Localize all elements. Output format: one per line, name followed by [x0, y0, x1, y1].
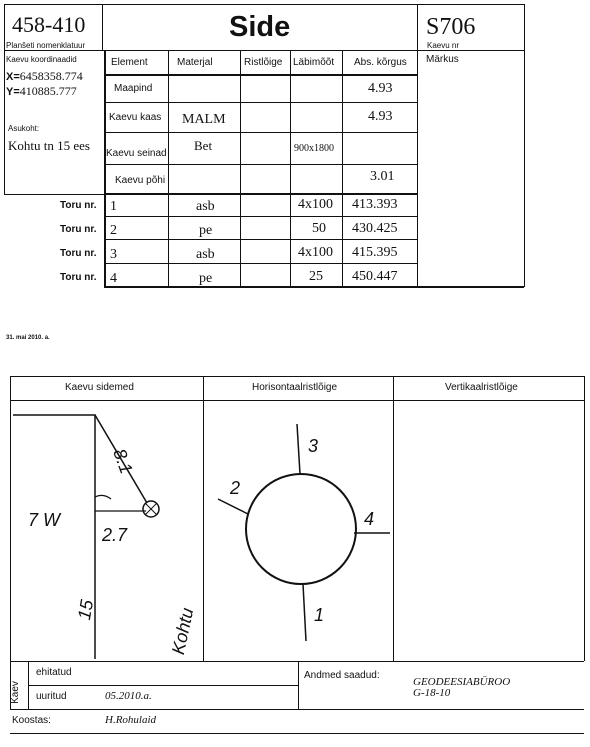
- pipe-label-4: Toru nr.: [60, 272, 97, 283]
- page-title: Side: [229, 11, 291, 43]
- data-from-code: G-18-10: [413, 687, 451, 699]
- pipe-4-height: 450.447: [352, 269, 398, 284]
- pipe-3-material: asb: [196, 247, 215, 262]
- table-row-bottom-label: Kaevu põhi: [115, 175, 166, 186]
- x-value: 6458358.774: [19, 69, 83, 83]
- pipe-2-diameter: 50: [312, 221, 326, 236]
- horizontal-cross-section: [204, 401, 393, 661]
- y-value: 410885.777: [19, 84, 77, 98]
- surveyed-value: 05.2010.a.: [105, 690, 152, 702]
- coords-caption: Kaevu koordinaadid: [6, 55, 77, 64]
- sketch-header-connections: Kaevu sidemed: [65, 382, 134, 393]
- built-label: ehitatud: [36, 667, 72, 678]
- annotation-pipe-4: 4: [364, 509, 375, 529]
- annotation-pipe-3: 3: [308, 436, 319, 456]
- table-row-cover-material: MALM: [182, 112, 226, 127]
- pipe-1-number: 1: [110, 199, 117, 214]
- table-row-cover-height: 4.93: [368, 109, 393, 124]
- sketch-header-horizontal: Horisontaalristlõige: [252, 382, 338, 393]
- annotation-pipe-2: 2: [230, 478, 241, 498]
- table-row-ground-label: Maapind: [114, 83, 153, 94]
- pipe-2-material: pe: [199, 223, 213, 238]
- table-row-walls-material: Bet: [194, 138, 213, 153]
- annotation-offset: 2.7: [102, 525, 128, 545]
- pipe-label-1: Toru nr.: [60, 200, 97, 211]
- header-abs-height: Abs. kõrgus: [354, 57, 407, 68]
- pipe-label-3: Toru nr.: [60, 248, 97, 259]
- pipe-4-diameter: 25: [309, 269, 323, 284]
- compiled-value: H.Rohulaid: [105, 714, 157, 726]
- pipe-1-diameter: 4x100: [298, 197, 333, 212]
- table-row-bottom-height: 3.01: [370, 169, 395, 184]
- header-cross-section: Ristlõige: [244, 57, 283, 68]
- pipe-2-number: 2: [110, 223, 117, 238]
- compiled-label: Koostas:: [12, 715, 51, 726]
- pipe-3-number: 3: [110, 247, 117, 262]
- table-row-cover-label: Kaevu kaas: [109, 112, 162, 123]
- pipe-2-height: 430.425: [352, 221, 398, 236]
- kaev-label: Kaev: [9, 681, 21, 704]
- x-label: X=: [6, 71, 20, 83]
- data-from-value: GEODEESIABÜROO: [413, 676, 511, 688]
- sketch-header-vertical: Vertikaalristlõige: [445, 382, 518, 393]
- header-element: Element: [111, 57, 148, 68]
- annotation-pipe-1: 1: [314, 605, 325, 625]
- y-coordinate: [6, 84, 77, 99]
- sheet-caption: Planšeti nomenklatuur: [6, 41, 86, 50]
- annotation-bottom-mark: 15: [74, 598, 98, 622]
- surveyed-label: uuritud: [36, 691, 67, 702]
- pipe-3-height: 415.395: [352, 245, 398, 260]
- pipe-4-number: 4: [110, 271, 117, 286]
- y-label: Y=: [6, 86, 20, 98]
- sheet-number: 458-410: [12, 12, 86, 37]
- table-row-walls-diameter: 900x1800: [294, 143, 334, 154]
- header-diameter: Läbimõõt: [293, 57, 335, 68]
- well-caption: Kaevu nr: [427, 41, 460, 50]
- table-row-ground-height: 4.93: [368, 81, 393, 96]
- data-from-label: Andmed saadud:: [304, 670, 380, 681]
- pipe-label-2: Toru nr.: [60, 224, 97, 235]
- location-value: Kohtu tn 15 ees: [8, 138, 90, 153]
- pipe-1-height: 413.393: [352, 197, 398, 212]
- annotation-street: Kohtu: [168, 605, 198, 657]
- annotation-left-mark: 7 W: [28, 510, 61, 530]
- header-material: Materjal: [177, 57, 213, 68]
- header-remark: Märkus: [426, 54, 459, 65]
- x-coordinate: [6, 69, 83, 84]
- pipe-3-diameter: 4x100: [298, 245, 333, 260]
- pipe-1-material: asb: [196, 199, 215, 214]
- annotation-pipe-length: 8.1: [109, 446, 137, 477]
- well-number: S706: [426, 14, 476, 40]
- location-caption: Asukoht:: [8, 124, 40, 133]
- date-stamp: 31. mai 2010. a.: [6, 335, 50, 341]
- table-row-walls-label: Kaevu seinad: [106, 148, 167, 159]
- pipe-4-material: pe: [199, 271, 213, 286]
